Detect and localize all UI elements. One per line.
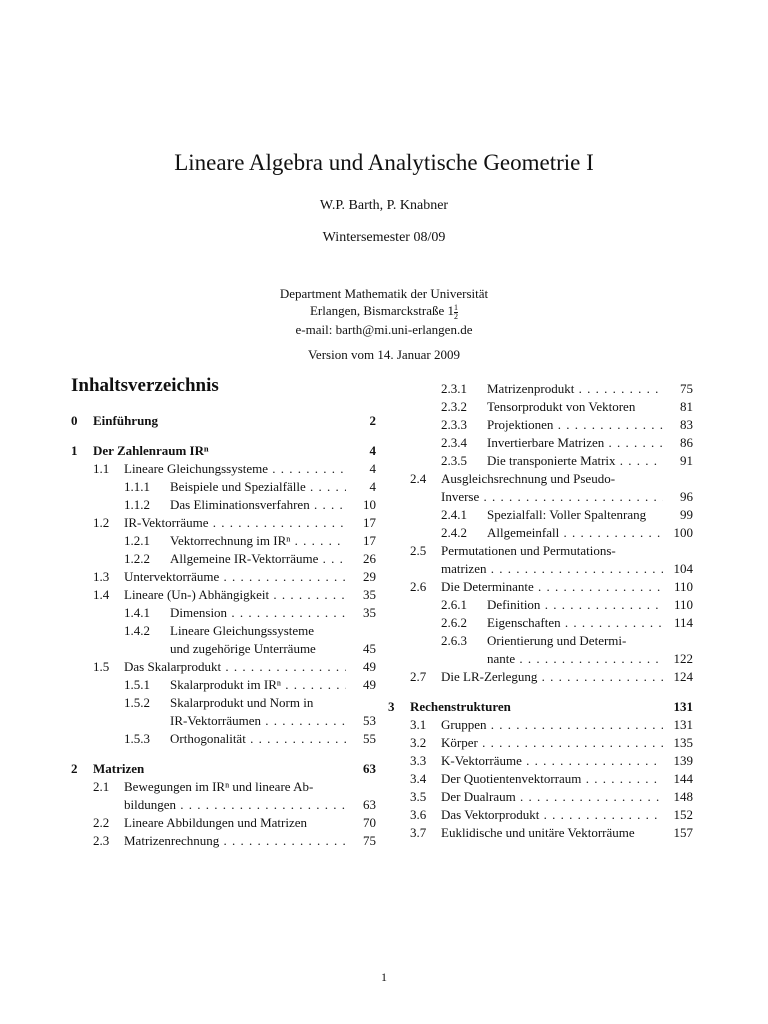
toc-entry-title: Definition . . . bbox=[487, 596, 663, 614]
address-line-2 bbox=[0, 302, 768, 321]
toc-entry[interactable] bbox=[71, 586, 376, 604]
toc-entry-number: 1.4.1 bbox=[124, 605, 150, 620]
toc-entry-title: Einführung bbox=[93, 413, 159, 428]
toc-entry-title: nante . . . bbox=[487, 650, 663, 668]
toc-entry-number: 2.5 bbox=[410, 543, 427, 558]
toc-entry[interactable] bbox=[388, 770, 693, 788]
toc-entry-page: 53 bbox=[363, 713, 376, 728]
toc-entry-page: 75 bbox=[363, 833, 376, 848]
toc-entry-page: 63 bbox=[363, 797, 376, 812]
toc-entry-title: Die Determinante . . . bbox=[441, 578, 663, 596]
toc-entry-title: Untervektorräume . . . bbox=[124, 568, 346, 586]
toc-entry-page: 157 bbox=[673, 825, 693, 840]
toc-entry-page: 29 bbox=[363, 569, 376, 584]
email-line: e-mail: barth@mi.uni-erlangen.de bbox=[295, 321, 473, 337]
toc-entry-title: Euklidische und unitäre Vektorräume bbox=[441, 825, 635, 840]
toc-entry-title: IR-Vektorräume . . . bbox=[124, 514, 346, 532]
toc-entry-number: 3.4 bbox=[410, 771, 427, 786]
toc-entry[interactable] bbox=[388, 434, 693, 452]
toc-entry-page: 4 bbox=[369, 461, 376, 476]
toc-entry-number: 1.5.3 bbox=[124, 731, 150, 746]
toc-entry[interactable] bbox=[71, 694, 376, 712]
toc-entry-page: 45 bbox=[363, 641, 376, 656]
toc-entry-number: 1.5.2 bbox=[124, 695, 150, 710]
toc-entry-title: Spezialfall: Voller Spaltenrang bbox=[487, 507, 647, 522]
toc-entry-number: 2.2 bbox=[93, 815, 110, 830]
toc-heading: Inhaltsverzeichnis bbox=[71, 375, 219, 396]
toc-entry[interactable] bbox=[71, 640, 376, 658]
toc-entry-title: Dimension . . . bbox=[170, 604, 346, 622]
toc-entry-number: 1.5 bbox=[93, 659, 110, 674]
toc-entry-title: Lineare Gleichungssysteme bbox=[170, 623, 315, 638]
toc-chapter[interactable] bbox=[71, 442, 376, 460]
page-number: 1 bbox=[381, 970, 387, 984]
toc-entry-page: 148 bbox=[673, 789, 693, 804]
toc-entry-title: Vektorrechnung im IRⁿ . . . bbox=[170, 532, 346, 550]
toc-chapter[interactable] bbox=[388, 698, 693, 716]
toc-entry[interactable] bbox=[71, 478, 376, 496]
toc-entry-title: Tensorprodukt von Vektoren bbox=[487, 399, 636, 414]
toc-entry-title: Gruppen . . . bbox=[441, 716, 663, 734]
toc-entry-number: 1.2 bbox=[93, 515, 110, 530]
toc-entry-number: 3.3 bbox=[410, 753, 427, 768]
toc-entry[interactable] bbox=[388, 650, 693, 668]
toc-entry-page: 152 bbox=[673, 807, 693, 822]
toc-entry[interactable] bbox=[71, 496, 376, 514]
toc-entry-page: 49 bbox=[363, 659, 376, 674]
toc-entry-title: Orientierung und Determi- bbox=[487, 633, 627, 648]
toc-entry-number: 3.7 bbox=[410, 825, 427, 840]
toc-entry-title: Die transponierte Matrix . . . bbox=[487, 452, 663, 470]
toc-entry[interactable] bbox=[388, 734, 693, 752]
toc-entry-title: Das Skalarprodukt . . . bbox=[124, 658, 346, 676]
toc-entry-number: 0 bbox=[71, 413, 78, 428]
address-street: Erlangen, Bismarckstraße 1 bbox=[309, 303, 455, 318]
toc-entry-title: und zugehörige Unterräume bbox=[170, 641, 316, 656]
toc-entry-page: 99 bbox=[680, 507, 693, 522]
toc-entry[interactable] bbox=[71, 796, 376, 814]
toc-entry-page: 75 bbox=[680, 381, 693, 396]
toc-entry-title: Matrizenrechnung . . . bbox=[124, 832, 346, 850]
toc-entry[interactable] bbox=[388, 380, 693, 398]
toc-entry-title: Der Quotientenvektorraum . . . bbox=[441, 770, 663, 788]
toc-entry[interactable] bbox=[388, 824, 693, 842]
toc-entry-page: 4 bbox=[369, 443, 376, 458]
toc-entry-page: 17 bbox=[363, 533, 376, 548]
toc-entry-page: 104 bbox=[673, 561, 693, 576]
document-title: Lineare Algebra und Analytische Geometrie I bbox=[174, 150, 594, 175]
toc-entry[interactable] bbox=[71, 814, 376, 832]
toc-entry[interactable] bbox=[388, 716, 693, 734]
toc-entry-page: 81 bbox=[680, 399, 693, 414]
toc-entry-number: 3 bbox=[388, 699, 395, 714]
toc-entry-title: Ausgleichsrechnung und Pseudo- bbox=[441, 471, 616, 486]
toc-entry-number: 2.4 bbox=[410, 471, 427, 486]
toc-entry-page: 26 bbox=[363, 551, 376, 566]
toc-entry-page: 131 bbox=[673, 717, 693, 732]
toc-entry-number: 2 bbox=[71, 761, 78, 776]
toc-entry[interactable] bbox=[71, 778, 376, 796]
toc-entry[interactable] bbox=[71, 712, 376, 730]
toc-entry-title: Der Zahlenraum IRⁿ bbox=[93, 443, 209, 458]
toc-entry-title: Skalarprodukt im IRⁿ . . . bbox=[170, 676, 346, 694]
fraction-numerator: 1 bbox=[454, 302, 459, 312]
toc-entry-title: Lineare (Un-) Abhängigkeit . . . bbox=[124, 586, 346, 604]
toc-entry[interactable] bbox=[388, 632, 693, 650]
toc-entry-number: 3.5 bbox=[410, 789, 427, 804]
toc-entry-page: 35 bbox=[363, 587, 376, 602]
toc-entry-title: Der Dualraum . . . bbox=[441, 788, 663, 806]
toc-entry-page: 144 bbox=[673, 771, 693, 786]
toc-entry[interactable] bbox=[388, 806, 693, 824]
toc-entry[interactable] bbox=[388, 470, 693, 488]
toc-entry-number: 2.3.3 bbox=[441, 417, 467, 432]
toc-entry-number: 2.6.1 bbox=[441, 597, 467, 612]
toc-spacer bbox=[388, 686, 693, 698]
toc-entry-title: Skalarprodukt und Norm in bbox=[170, 695, 314, 710]
toc-entry-title: Beispiele und Spezialfälle . . . bbox=[170, 478, 346, 496]
toc-entry-title: Körper . . . bbox=[441, 734, 663, 752]
toc-entry-page: 83 bbox=[680, 417, 693, 432]
toc-entry-number: 1.5.1 bbox=[124, 677, 150, 692]
toc-entry[interactable] bbox=[71, 568, 376, 586]
version-line: Version vom 14. Januar 2009 bbox=[307, 347, 460, 362]
toc-entry-title: bildungen . . . bbox=[124, 796, 346, 814]
toc-entry-title: Lineare Abbildungen und Matrizen bbox=[124, 815, 308, 830]
toc-entry[interactable] bbox=[71, 550, 376, 568]
toc-entry[interactable] bbox=[388, 542, 693, 560]
toc-entry[interactable] bbox=[388, 452, 693, 470]
toc-left-column bbox=[71, 412, 376, 850]
toc-entry-number: 2.1 bbox=[93, 779, 110, 794]
toc-entry[interactable] bbox=[388, 596, 693, 614]
toc-spacer bbox=[71, 748, 376, 760]
toc-entry-number: 3.1 bbox=[410, 717, 427, 732]
toc-entry-number: 2.6 bbox=[410, 579, 427, 594]
toc-entry-number: 2.4.1 bbox=[441, 507, 467, 522]
toc-entry-title: Orthogonalität . . . bbox=[170, 730, 346, 748]
toc-entry-number: 2.3 bbox=[93, 833, 110, 848]
toc-entry[interactable] bbox=[71, 460, 376, 478]
toc-chapter[interactable] bbox=[71, 760, 376, 778]
authors: W.P. Barth, P. Knabner bbox=[319, 198, 449, 213]
toc-entry-number: 2.3.1 bbox=[441, 381, 467, 396]
toc-entry-page: 86 bbox=[680, 435, 693, 450]
toc-entry-number: 1.2.2 bbox=[124, 551, 150, 566]
toc-entry[interactable] bbox=[388, 524, 693, 542]
toc-entry-title: Matrizenprodukt . . . bbox=[487, 380, 663, 398]
toc-entry[interactable] bbox=[71, 658, 376, 676]
toc-entry-number: 2.4.2 bbox=[441, 525, 467, 540]
toc-entry-number: 2.7 bbox=[410, 669, 427, 684]
toc-entry-page: 122 bbox=[673, 651, 693, 666]
toc-entry[interactable] bbox=[388, 578, 693, 596]
toc-entry-title: Invertierbare Matrizen . . . bbox=[487, 434, 663, 452]
toc-entry-page: 100 bbox=[673, 525, 693, 540]
toc-entry[interactable] bbox=[388, 560, 693, 578]
toc-entry-number: 1.1.1 bbox=[124, 479, 150, 494]
toc-entry-title: Matrizen bbox=[93, 761, 145, 776]
toc-entry-page: 49 bbox=[363, 677, 376, 692]
toc-entry-number: 2.3.2 bbox=[441, 399, 467, 414]
toc-entry-page: 131 bbox=[673, 699, 693, 714]
toc-entry-page: 4 bbox=[369, 479, 376, 494]
fraction-denominator: 2 bbox=[454, 311, 459, 321]
toc-entry-title: Eigenschaften . . . bbox=[487, 614, 663, 632]
toc-entry[interactable] bbox=[388, 398, 693, 416]
toc-entry[interactable] bbox=[388, 614, 693, 632]
toc-entry-number: 2.6.3 bbox=[441, 633, 467, 648]
toc-entry-title: Projektionen . . . bbox=[487, 416, 663, 434]
toc-chapter[interactable] bbox=[71, 412, 376, 430]
toc-entry-title: Inverse . . . bbox=[441, 488, 663, 506]
toc-entry-title: matrizen . . . bbox=[441, 560, 663, 578]
toc-entry-page: 96 bbox=[680, 489, 693, 504]
toc-entry-number: 1.4 bbox=[93, 587, 110, 602]
toc-entry-title: K-Vektorräume . . . bbox=[441, 752, 663, 770]
toc-entry-title: Allgemeine IR-Vektorräume . . . bbox=[170, 550, 346, 568]
toc-entry[interactable] bbox=[71, 832, 376, 850]
toc-entry-title: Das Eliminationsverfahren . . . bbox=[170, 496, 346, 514]
toc-entry-number: 2.3.5 bbox=[441, 453, 467, 468]
toc-entry-number: 3.2 bbox=[410, 735, 427, 750]
toc-entry-number: 2.6.2 bbox=[441, 615, 467, 630]
toc-entry-page: 10 bbox=[363, 497, 376, 512]
toc-entry-page: 17 bbox=[363, 515, 376, 530]
toc-entry[interactable] bbox=[388, 488, 693, 506]
toc-entry-page: 2 bbox=[369, 413, 376, 428]
toc-entry-page: 55 bbox=[363, 731, 376, 746]
toc-entry[interactable] bbox=[71, 604, 376, 622]
toc-entry-title: Allgemeinfall . . . bbox=[487, 524, 663, 542]
toc-entry[interactable] bbox=[388, 788, 693, 806]
toc-entry-page: 139 bbox=[673, 753, 693, 768]
toc-spacer bbox=[71, 430, 376, 442]
toc-entry-page: 124 bbox=[673, 669, 693, 684]
toc-entry[interactable] bbox=[71, 514, 376, 532]
toc-entry-page: 91 bbox=[680, 453, 693, 468]
toc-entry[interactable] bbox=[388, 668, 693, 686]
toc-entry-title: Rechenstrukturen bbox=[410, 699, 511, 714]
toc-entry[interactable] bbox=[71, 676, 376, 694]
toc-entry-number: 1.1 bbox=[93, 461, 110, 476]
toc-entry-page: 35 bbox=[363, 605, 376, 620]
toc-entry-title: Permutationen und Permutations- bbox=[441, 543, 616, 558]
toc-entry-title: Das Vektorprodukt . . . bbox=[441, 806, 663, 824]
toc-entry-number: 1.3 bbox=[93, 569, 110, 584]
toc-entry-title: Bewegungen im IRⁿ und lineare Ab- bbox=[124, 779, 314, 794]
toc-entry-title: IR-Vektorräumen . . . bbox=[170, 712, 346, 730]
toc-entry-page: 70 bbox=[363, 815, 376, 830]
toc-entry[interactable] bbox=[388, 752, 693, 770]
toc-entry-title: Lineare Gleichungssysteme . . . bbox=[124, 460, 346, 478]
address-block bbox=[0, 285, 768, 338]
toc-entry[interactable] bbox=[388, 416, 693, 434]
toc-entry-page: 110 bbox=[673, 579, 693, 594]
toc-entry[interactable] bbox=[388, 506, 693, 524]
toc-entry-page: 63 bbox=[363, 761, 376, 776]
toc-entry[interactable] bbox=[71, 622, 376, 640]
toc-entry-page: 110 bbox=[673, 597, 693, 612]
toc-entry-page: 135 bbox=[673, 735, 693, 750]
toc-entry[interactable] bbox=[71, 730, 376, 748]
toc-entry-number: 3.6 bbox=[410, 807, 427, 822]
toc-entry-number: 2.3.4 bbox=[441, 435, 467, 450]
toc-entry-title: Die LR-Zerlegung . . . bbox=[441, 668, 663, 686]
toc-entry-number: 1.1.2 bbox=[124, 497, 150, 512]
toc-entry-number: 1 bbox=[71, 443, 78, 458]
toc-entry-page: 114 bbox=[673, 615, 693, 630]
toc-right-column bbox=[388, 380, 693, 842]
semester: Wintersemester 08/09 bbox=[322, 230, 446, 245]
house-number-fraction bbox=[454, 304, 458, 321]
address-line-1: Department Mathematik der Universität bbox=[279, 286, 489, 301]
toc-entry-number: 1.2.1 bbox=[124, 533, 150, 548]
toc-entry[interactable] bbox=[71, 532, 376, 550]
toc-entry-number: 1.4.2 bbox=[124, 623, 150, 638]
